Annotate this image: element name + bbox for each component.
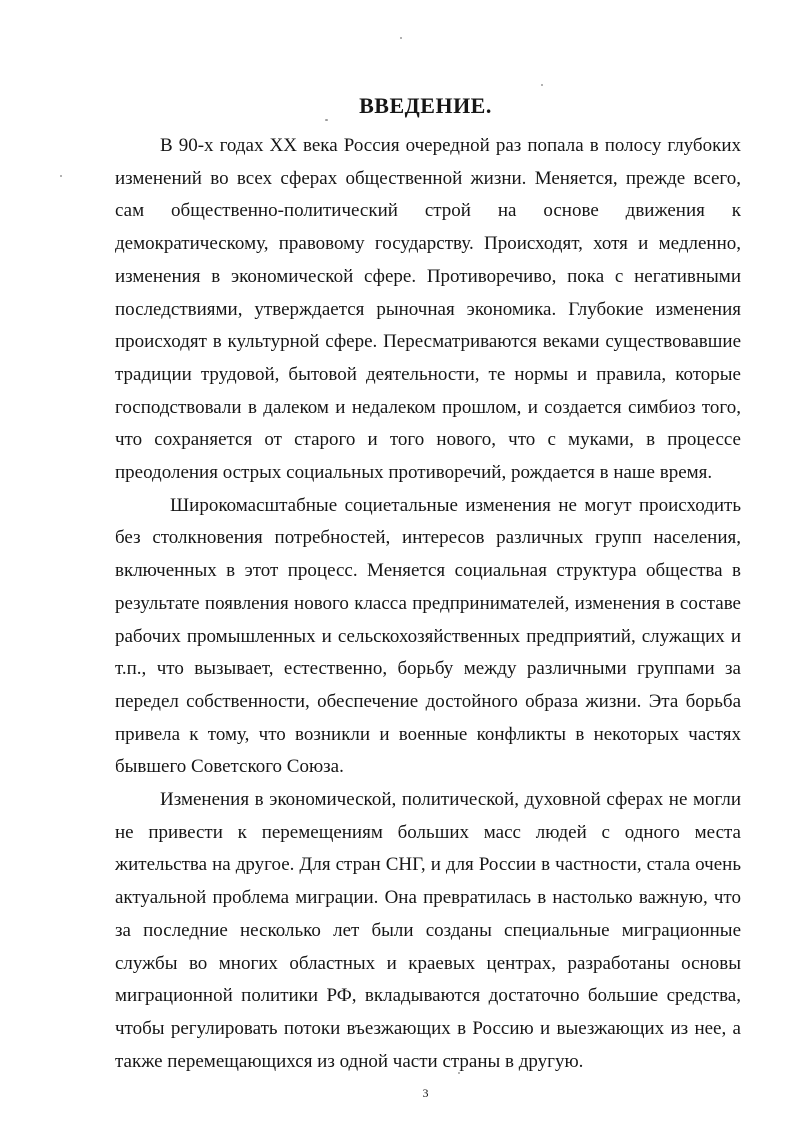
scan-speck — [541, 84, 543, 86]
page-number: 3 — [422, 1086, 429, 1100]
paragraph: Изменения в экономической, политической, духовной сферах не могли не привести к перемещениям больших масс людей с одного места жительства на другое. Для стран СНГ, и для России в частности, стала очень актуальной проблема миграции. Она превратилась в настолько важную, что за последние несколько лет были созданы специальные миграционные службы во многих областных и краевых центрах, разработаны основы миграционной политики РФ, вкладываются достаточно большие средства, чтобы регулировать потоки въезжающих в Россию и выезжающих из нее, а также перемещающихся из одной части страны в другую. — [115, 789, 741, 1072]
scan-speck — [325, 119, 328, 121]
page-title: ВВЕДЕНИЕ. — [359, 93, 492, 118]
scan-speck — [60, 175, 62, 177]
scan-speck — [400, 37, 402, 39]
document-body — [115, 130, 741, 1078]
paragraph: В 90-х годах XX века Россия очередной раз попала в полосу глубоких изменений во всех сферах общественной жизни. Меняется, прежде всего, сам общественно-политический строй на основе движения к демократическому, правовому государству. Происходят, хотя и медленно, изменения в экономической сфере. Противоречиво, пока с негативными последствиями, утверждается рыночная экономика. Глубокие изменения происходят в культурной сфере. Пересматриваются веками существовавшие традиции трудовой, бытовой деятельности, те нормы и правила, которые господствовали в далеком и недалеком прошлом, и создается симбиоз того, что сохраняется от старого и того нового, что с муками, в процессе преодоления острых социальных противоречий, рождается в наше время. — [115, 135, 741, 484]
paragraph: Широкомасштабные социетальные изменения не могут происходить без столкновения потребностей, интересов различных групп населения, включенных в этот процесс. Меняется социальная структура общества в результате появления нового класса предпринимателей, изменения в составе рабочих промышленных и сельскохозяйственных предприятий, служащих и т.п., что вызывает, естественно, борьбу между различными группами за передел собственности, обеспечение достойного образа жизни. Эта борьба привела к тому, что возникли и военные конфликты в некоторых частях бывшего Советского Союза. — [115, 494, 741, 778]
